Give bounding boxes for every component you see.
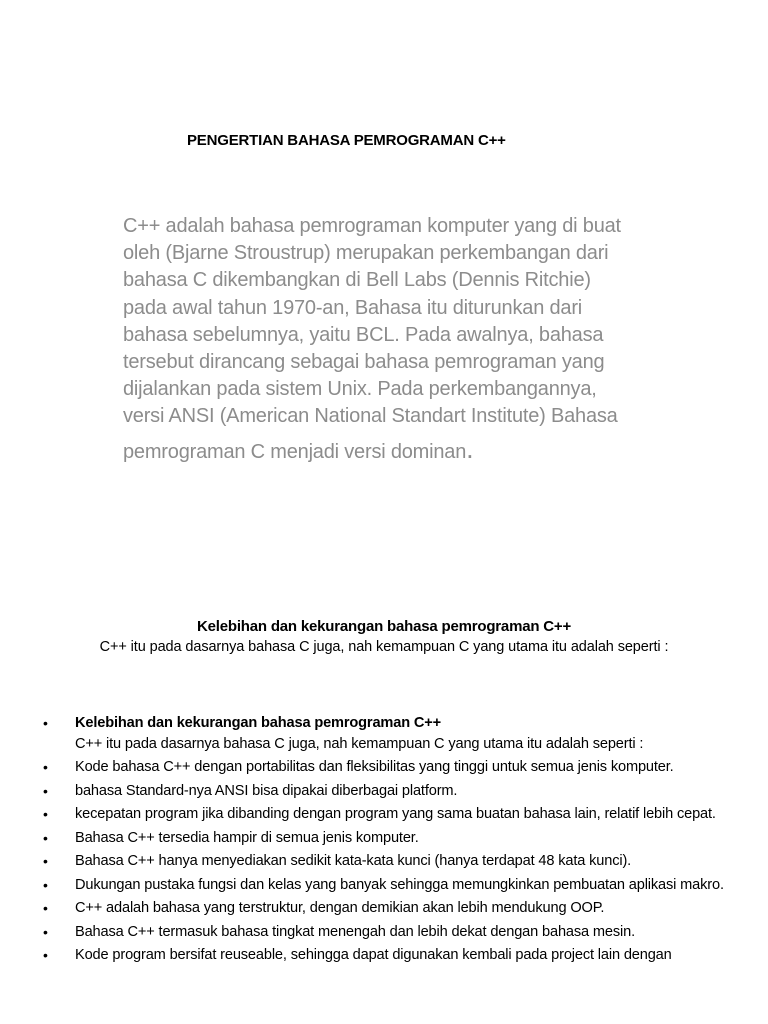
list-item-text: Kode bahasa C++ dengan portabilitas dan fleksibilitas yang tinggi untuk semua jenis komputer. [75,759,674,775]
bullet-marker: • [43,876,48,893]
list-item [0,945,768,966]
list-item [0,922,768,943]
list-item [0,851,768,872]
intro-line: C++ adalah bahasa pemrograman komputer yang di buat [123,215,621,237]
list-item-text: C++ adalah bahasa yang terstruktur, dengan demikian akan lebih mendukung OOP. [75,900,605,916]
bullet-marker: • [43,782,48,799]
bullet-marker: • [43,806,48,822]
section-title: Kelebihan dan kekurangan bahasa pemrograman C++ [196,618,572,635]
intro-paragraph [123,213,663,466]
list-item-text: Bahasa C++ tersedia hampir di semua jenis komputer. [75,829,419,846]
list-item [0,757,768,778]
intro-line: pada awal tahun 1970-an, Bahasa itu diturunkan dari [123,296,583,319]
page-title: PENGERTIAN BAHASA PEMROGRAMAN C++ [187,132,506,149]
bullet-marker: • [43,900,48,916]
bullet-marker: • [43,829,48,846]
bullet-marker: • [43,947,48,963]
bullet-marker: • [43,923,48,940]
list-item-heading: Kelebihan dan kekurangan bahasa pemrograman C++ [75,715,442,731]
list-item [0,713,768,754]
list-item-text: kecepatan program jika dibanding dengan program yang sama buatan bahasa lain, relatif lebih cepat. [75,806,716,822]
intro-period: . [466,433,474,464]
intro-line: oleh (Bjarne Stroustrup) merupakan perkembangan dari [123,242,609,265]
intro-line: bahasa sebelumnya, yaitu BCL. Pada awalnya, bahasa [123,323,604,346]
list-item-text: Bahasa C++ termasuk bahasa tingkat menengah dan lebih dekat dengan bahasa mesin. [75,923,635,940]
list-item-text: Dukungan pustaka fungsi dan kelas yang banyak sehingga memungkinkan pembuatan aplikasi makro. [75,876,724,893]
list-item [0,828,768,849]
list-item [0,804,768,825]
list-item-text: bahasa Standard-nya ANSI bisa dipakai diberbagai platform. [75,782,458,799]
intro-line: bahasa C dikembangkan di Bell Labs (Dennis Ritchie) [123,269,591,292]
intro-line: versi ANSI (American National Standart Institute) Bahasa [123,405,618,428]
list-item-text: Kode program bersifat reuseable, sehingga dapat digunakan kembali pada project lain dengan [75,947,672,963]
intro-line: tersebut dirancang sebagai bahasa pemrograman yang [123,351,605,374]
list-item-text: C++ itu pada dasarnya bahasa C juga, nah kemampuan C yang utama itu adalah seperti : [75,735,644,752]
list-item [0,898,768,919]
bullet-marker: • [43,759,48,775]
intro-last-line [123,433,663,466]
bullet-list [0,713,768,969]
list-item [0,781,768,802]
intro-line: dijalankan pada sistem Unix. Pada perkembangannya, [123,378,597,401]
section-subtitle: C++ itu pada dasarnya bahasa C juga, nah kemampuan C yang utama itu adalah seperti : [99,639,669,655]
bullet-marker: • [43,715,48,731]
intro-line-text: pemrograman C menjadi versi dominan [123,440,467,463]
bullet-marker: • [43,853,48,869]
list-item [0,875,768,896]
list-item-text: Bahasa C++ hanya menyediakan sedikit kata-kata kunci (hanya terdapat 48 kata kunci). [75,853,632,869]
